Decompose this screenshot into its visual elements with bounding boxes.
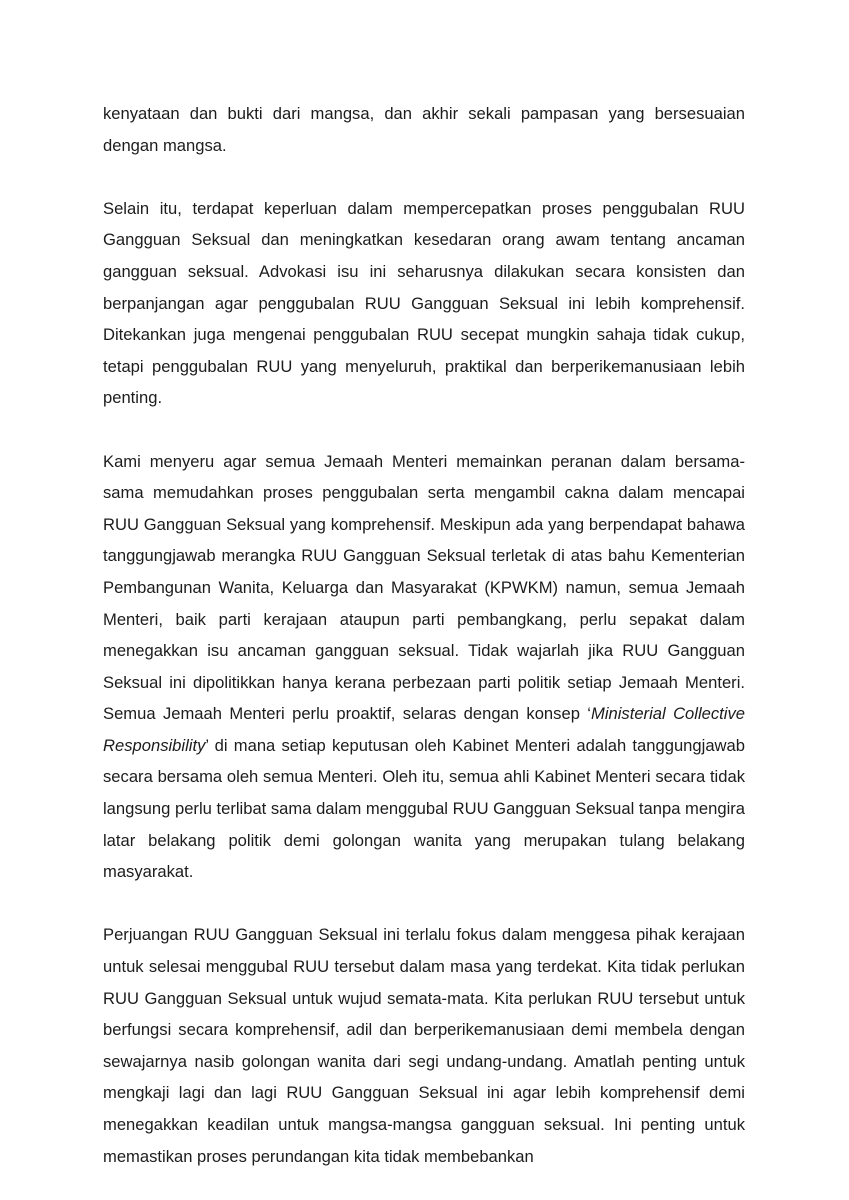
paragraph-3 bbox=[103, 446, 745, 888]
paragraph-4: Perjuangan RUU Gangguan Seksual ini terlalu fokus dalam menggesa pihak kerajaan untuk selesai menggubal RUU tersebut dalam masa yang terdekat. Kita tidak perlukan RUU Gangguan Seksual untuk wujud semata-mata. Kita perlukan RUU tersebut untuk berfungsi secara komprehensif, adil dan berperikemanusiaan demi membela dengan sewajarnya nasib golongan wanita dari segi undang-undang. Amatlah penting untuk mengkaji lagi dan lagi RUU Gangguan Seksual ini agar lebih komprehensif demi menegakkan keadilan untuk mangsa-mangsa gangguan seksual. Ini penting untuk memastikan proses perundangan kita tidak membebankan bbox=[103, 925, 745, 1166]
paragraph-3-italic-term: Ministerial Collective Responsibility bbox=[103, 704, 746, 755]
document-body bbox=[103, 98, 745, 1172]
paragraph-1: kenyataan dan bukti dari mangsa, dan akhir sekali pampasan yang bersesuaian dengan mangsa. bbox=[103, 104, 745, 155]
paragraph-3-text-after: ’ di mana setiap keputusan oleh Kabinet Menteri adalah tanggungjawab secara bersama oleh semua Menteri. Oleh itu, semua ahli Kabinet Menteri secara tidak langsung perlu terlibat sama dalam menggubal RUU Gangguan Seksual tanpa mengira latar belakang politik demi golongan wanita yang merupakan tulang belakang masyarakat. bbox=[103, 735, 746, 882]
paragraph-3-text-before: Kami menyeru agar semua Jemaah Menteri memainkan peranan dalam bersama-sama memudahkan proses penggubalan serta mengambil cakna dalam mencapai RUU Gangguan Seksual yang komprehensif. Meskipun ada yang berpendapat bahawa tanggungjawab merangka RUU Gangguan Seksual terletak di atas bahu Kementerian Pembangunan Wanita, Keluarga dan Masyarakat (KPWKM) namun, semua Jemaah Menteri, baik parti kerajaan ataupun parti pembangkang, perlu sepakat dalam menegakkan isu ancaman gangguan seksual. Tidak wajarlah jika RUU Gangguan Seksual ini dipolitikkan hanya kerana perbezaan parti politik setiap Jemaah Menteri. Semua Jemaah Menteri perlu proaktif, selaras dengan konsep ‘ bbox=[103, 451, 745, 724]
paragraph-2: Selain itu, terdapat keperluan dalam mempercepatkan proses penggubalan RUU Gangguan Seksual dan meningkatkan kesedaran orang awam tentang ancaman gangguan seksual. Advokasi isu ini seharusnya dilakukan secara konsisten dan berpanjangan agar penggubalan RUU Gangguan Seksual ini lebih komprehensif. Ditekankan juga mengenai penggubalan RUU secepat mungkin sahaja tidak cukup, tetapi penggubalan RUU yang menyeluruh, praktikal dan berperikemanusiaan lebih penting. bbox=[103, 198, 745, 408]
